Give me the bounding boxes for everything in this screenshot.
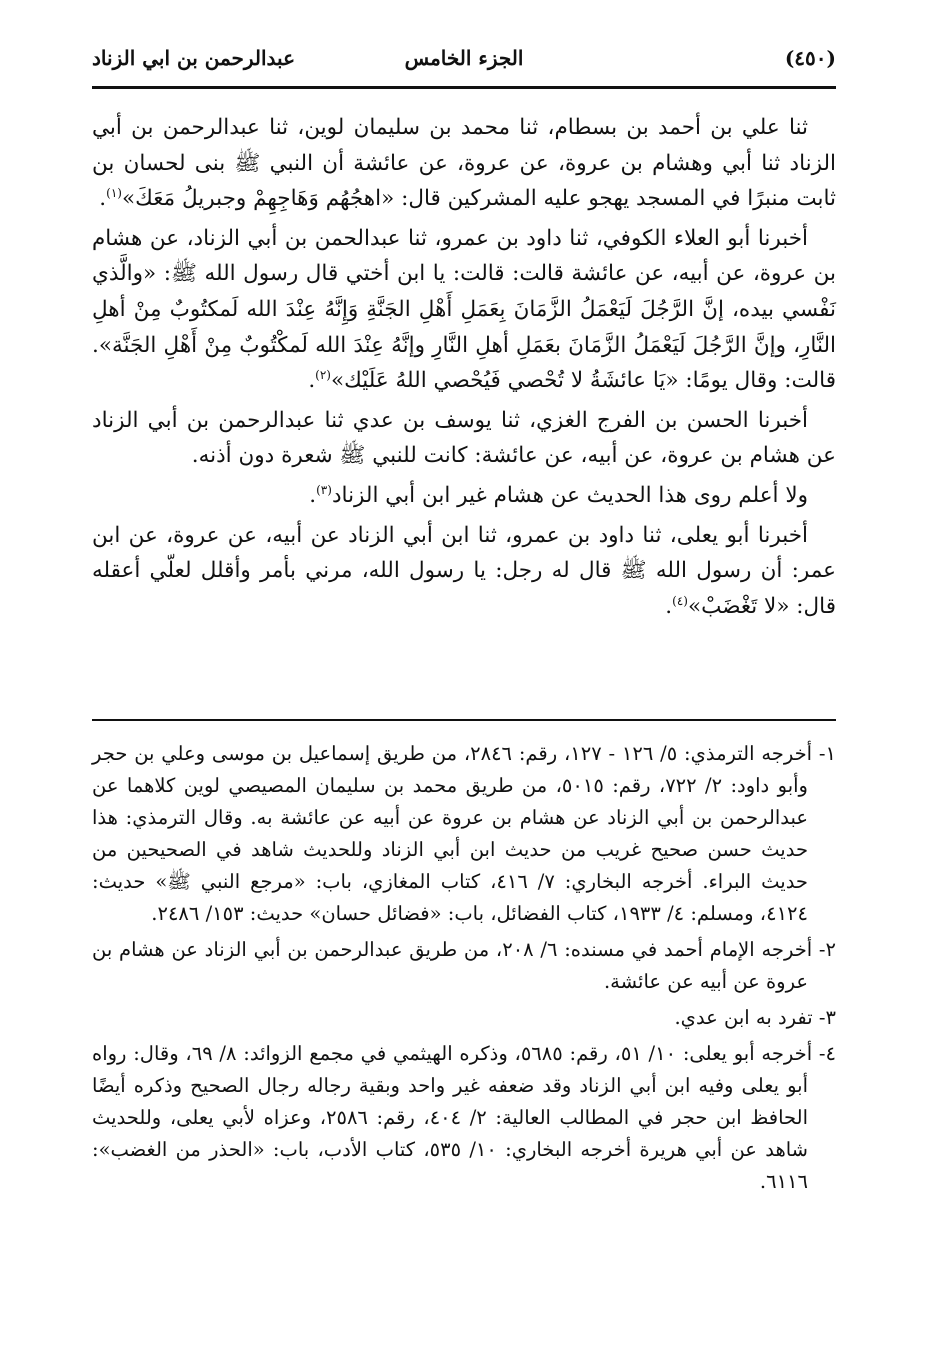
hadith-paragraph-5: أخبرنا أبو يعلى، ثنا داود بن عمرو، ثنا ابن أبي الزناد عن أبيه، عن عروة، عن ابن عمر: أن رسول الله ﷺ قال له رجل: يا رسول الله، مرني بأمر وأقلل لعلّي أعقله قال: «لا تَغْضَبْ»$^{(٤)}$. [92,522,836,619]
hadith-text-5: أخبرنا أبو يعلى، ثنا داود بن عمرو، ثنا ابن أبي الزناد عن أبيه، عن عروة، عن ابن عمر: أن رسول الله ﷺ قال له رجل: يا رسول الله، مرني بأمر وأقلل لعلّي أعقله قال: «لا تَغْضَبْ» [92,522,836,619]
hadith-text-3: أخبرنا الحسن بن الفرج الغزي، ثنا يوسف بن عدي ثنا عبدالرحمن بن أبي الزناد عن هشام بن عروة، عن أبيه، عن عائشة: كانت للنبي ﷺ شعرة دون أذنه. [92,407,836,469]
volume-title: الجزء الخامس [404,46,524,70]
hadith-text-1: ثنا علي بن أحمد بن بسطام، ثنا محمد بن سليمان لوين، ثنا عبدالرحمن بن أبي الزناد ثنا أبي وهشام بن عروة، عن عروة، عن عائشة أن النبي ﷺ بنى لحسان بن ثابت منبرًا في المسجد يهجو عليه المشركين قال: «اهجُهُم وَهَاجِهِمْ وجبريلُ مَعَكَ» [92,115,836,212]
hadith-paragraph-1: ثنا علي بن أحمد بن بسطام، ثنا محمد بن سليمان لوين، ثنا عبدالرحمن بن أبي الزناد ثنا أبي وهشام بن عروة، عن عروة، عن عائشة أن النبي ﷺ بنى لحسان بن ثابت منبرًا في المسجد يهجو عليه المشركين قال: «اهجُهُم وَهَاجِهِمْ وجبريلُ مَعَكَ»$^{(١)}$. [92,115,836,212]
footnote-2: ٢- أخرجه الإمام أحمد في مسنده: ٦/ ٢٠٨، من طريق عبدالرحمن بن أبي الزناد عن هشام بن عروة عن أبيه عن عائشة. [92,938,836,993]
main-text [92,110,836,628]
hadith-paragraph-4: ولا أعلم روى هذا الحديث عن هشام غير ابن أبي الزناد$^{(٣)}$. [309,482,808,508]
footnote-ref-3[interactable]: (٣) [316,482,332,497]
footnote-ref-2[interactable]: (٢) [315,368,331,382]
page-number: (٤٥٠) [784,46,836,70]
hadith-paragraph-3 [92,403,836,474]
chapter-title: عبدالرحمن بن ابي الزناد [92,46,296,70]
hadith-paragraph-2: أخبرنا أبو العلاء الكوفي، ثنا داود بن عمرو، ثنا عبدالحمن بن أبي الزناد، عن هشام بن عروة، عن أبيه، عن عائشة قالت: قالت: يا ابن أختي قال رسول الله ﷺ: «والَّذي نَفْسي بيده، إنَّ الرَّجُلَ لَيَعْمَلُ الزَّمَانَ بِعَمَلِ أَهْلِ الجَنَّةِ وَإِنَّهُ عِنْدَ الله لَمكتُوبٌ مِنْ أهلِ النَّارِ، وإنَّ الرَّجُلَ لَيَعْمَلُ الزَّمَانَ بعَمَلِ أهلِ النَّارِ وإنَّهُ عِنْدَ الله لَمكْتُوبٌ مِنْ أَهْلِ الجَنَّة». قالت: وقال يومًا: «يَا عائشَةُ لا تُحْصي فَيُحْصي اللهُ عَلَيْك»$^{(٢)}$. [92,225,836,394]
footnotes [92,738,836,1202]
footnote-1: ١- أخرجه الترمذي: ٥/ ١٢٦ - ١٢٧، رقم: ٢٨٤٦، من طريق إسماعيل بن موسى وعلي بن حجر وأبو داود: ٢/ ٧٢٢، رقم: ٥٠١٥، من طريق محمد بن سليمان المصيصي لوين كلاهما عن عبدالرحمن بن أبي الزناد عن هشام بن عروة عن أبيه عن عائشة به. وقال الترمذي: هذا حديث حسن صحيح غريب من حديث ابن أبي الزناد وللحديث شاهد في الصحيحين من حديث البراء. أخرجه البخاري: ٧/ ٤١٦، كتاب المغازي، باب: «مرجع النبي ﷺ» حديث: ٤١٢٤، ومسلم: ٤/ ١٩٣٣، كتاب الفضائل، باب: «فضائل حسان» حديث: ١٥٣/ ٢٤٨٦. [92,742,836,925]
running-header [92,40,836,86]
hadith-text-4: ولا أعلم روى هذا الحديث عن هشام غير ابن أبي الزناد [331,482,808,508]
footnote-ref-4[interactable]: (٤) [672,593,688,608]
footnote-ref-1[interactable]: (١) [106,186,122,201]
footnote-divider [92,719,836,721]
header-divider [92,86,836,89]
footnote-3: ٣- تفرد به ابن عدي. [674,1006,836,1029]
footnote-4: ٤- أخرجه أبو يعلى: ١٠/ ٥١، رقم: ٥٦٨٥، وذكره الهيثمي في مجمع الزوائد: ٨/ ٦٩، وقال: رواه أبو يعلى وفيه ابن أبي الزناد وقد ضعفه غير واحد وبقية رجاله رجال الصحيح وذكره أيضًا الحافظ ابن حجر في المطالب العالية: ٢/ ٤٠٤، رقم: ٢٥٨٦، وعزاه لأبي يعلى، وللحديث شاهد عن أبي هريرة أخرجه البخاري: ١٠/ ٥٣٥، كتاب الأدب، باب: «الحذر من الغضب»: ٦١١٦. [92,1042,836,1193]
hadith-text-2: أخبرنا أبو العلاء الكوفي، ثنا داود بن عمرو، ثنا عبدالحمن بن أبي الزناد، عن هشام بن عروة، عن أبيه، عن عائشة قالت: قالت: يا ابن أختي قال رسول الله ﷺ: «والَّذي نَفْسي بيده، إنَّ الرَّجُلَ لَيَعْمَلُ الزَّمَانَ بِعَمَلِ أَهْلِ الجَنَّةِ وَإِنَّهُ عِنْدَ الله لَمكتُوبٌ مِنْ أهلِ النَّارِ، وإنَّ الرَّجُلَ لَيَعْمَلُ الزَّمَانَ بعَمَلِ أهلِ النَّارِ وإنَّهُ عِنْدَ الله لَمكْتُوبٌ مِنْ أَهْلِ الجَنَّة». قالت: وقال يومًا: «يَا عائشَةُ لا تُحْصي فَيُحْصي اللهُ عَلَيْك» [92,225,836,394]
